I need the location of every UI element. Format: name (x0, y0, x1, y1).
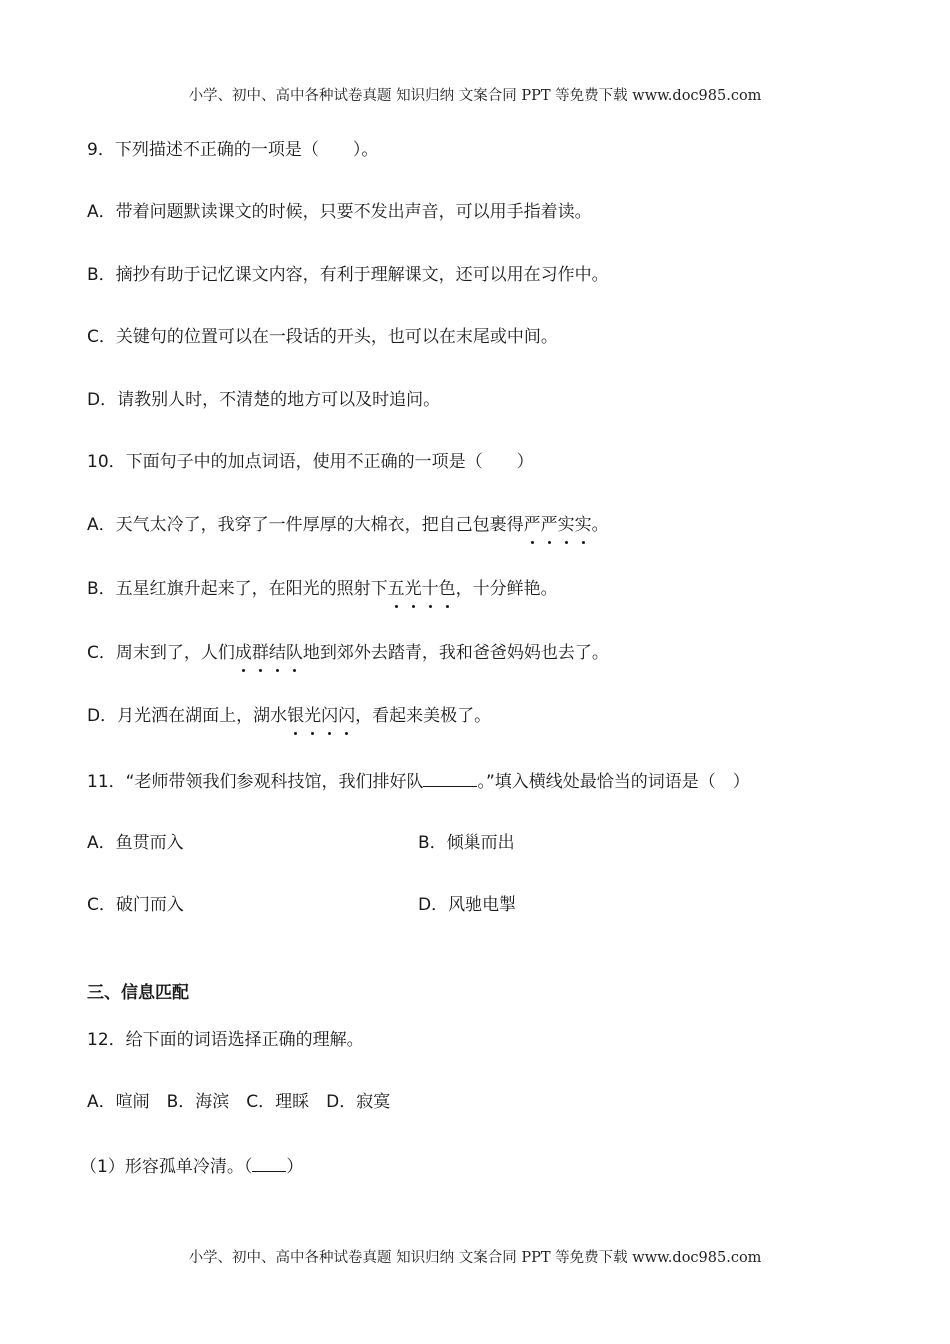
option-text: 。 (591, 515, 609, 535)
question-12-stem: 12．给下面的词语选择正确的理解。 (87, 1030, 364, 1050)
question-10-option-a (87, 513, 609, 537)
question-11-option-b: B．倾巢而出 (418, 833, 515, 853)
option-text: ，十分鲜艳。 (455, 579, 558, 599)
dotted-char: 成 (234, 643, 252, 663)
question-text: 11．“老师带领我们参观科技馆，我们排好队 (87, 772, 424, 792)
option-text: A．天气太冷了，我穿了一件厚厚的大棉衣，把自己包裹得 (87, 515, 524, 535)
dotted-char: 闪 (338, 706, 356, 726)
question-text: （1）形容孤单冷清。（ (80, 1157, 253, 1177)
dotted-char: 闪 (321, 706, 339, 726)
option-text: 地到郊外去踏青，我和爸爸妈妈也去了。 (302, 643, 609, 663)
question-10-option-b (87, 577, 558, 601)
section-title: 三、信息匹配 (87, 983, 189, 1003)
option-text: B．五星红旗升起来了，在阳光的照射下 (87, 579, 388, 599)
dotted-char: 银 (287, 706, 305, 726)
question-11-option-d: D．风驰电掣 (418, 895, 517, 915)
question-9-option-a: A．带着问题默读课文的时候，只要不发出声音，可以用手指着读。 (87, 202, 592, 222)
dotted-char: 实 (574, 515, 592, 535)
option-text: C．周末到了，人们 (87, 643, 235, 663)
question-10-option-d (87, 704, 491, 728)
question-9-option-c: C．关键句的位置可以在一段话的开头，也可以在末尾或中间。 (87, 327, 558, 347)
question-9-stem: 9．下列描述不正确的一项是（ ）。 (87, 140, 379, 160)
page-footer: 小学、初中、高中各种试卷真题 知识归纳 文案合同 PPT 等免费下载 www.doc985.com (188, 1250, 762, 1266)
question-10-option-c (87, 641, 609, 665)
dotted-char: 色 (438, 579, 456, 599)
answer-blank (252, 1153, 286, 1172)
option-text: ，看起来美极了。 (355, 706, 492, 726)
dotted-char: 队 (285, 643, 303, 663)
dotted-char: 十 (421, 579, 439, 599)
question-11-option-a: A．鱼贯而入 (87, 833, 184, 853)
question-9-option-d: D．请教别人时，不清楚的地方可以及时追问。 (87, 390, 441, 410)
dotted-char: 严 (540, 515, 558, 535)
question-text: ） (286, 1157, 304, 1177)
question-12-sub-1 (80, 1153, 303, 1179)
question-11-option-c: C．破门而入 (87, 895, 184, 915)
question-11-options-row-1 (87, 831, 184, 855)
dotted-char: 光 (304, 706, 322, 726)
question-10-stem: 10．下面句子中的加点词语，使用不正确的一项是（ ） (87, 452, 534, 472)
dotted-char: 严 (523, 515, 541, 535)
answer-blank (423, 768, 477, 787)
dotted-char: 五 (387, 579, 405, 599)
question-9-option-b: B．摘抄有助于记忆课文内容，有利于理解课文，还可以用在习作中。 (87, 265, 609, 285)
dotted-char: 实 (557, 515, 575, 535)
question-11-stem (87, 768, 750, 794)
page-header: 小学、初中、高中各种试卷真题 知识归纳 文案合同 PPT 等免费下载 www.doc985.com (188, 88, 762, 104)
dotted-char: 结 (268, 643, 286, 663)
question-11-options-row-2 (87, 893, 184, 917)
dotted-char: 光 (404, 579, 422, 599)
question-text: 。”填入横线处最恰当的词语是（ ） (477, 772, 750, 792)
option-text: D．月光洒在湖面上，湖水 (87, 706, 288, 726)
question-12-options: A．喧闹 B．海滨 C．理睬 D．寂寞 (87, 1092, 391, 1112)
dotted-char: 群 (251, 643, 269, 663)
